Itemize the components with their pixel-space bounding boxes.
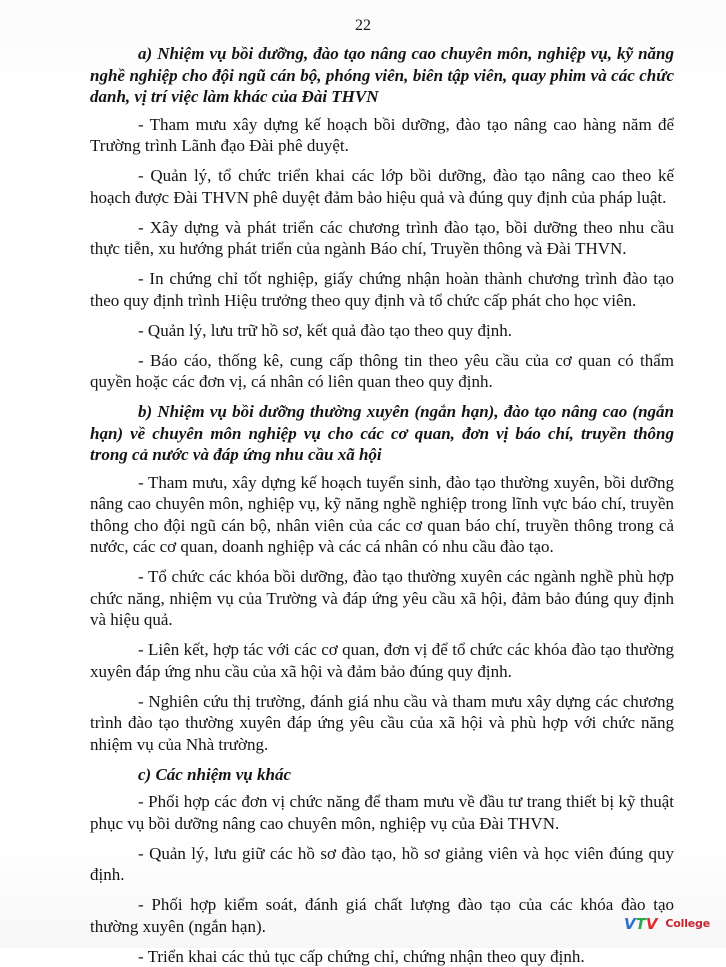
paragraph: - Liên kết, hợp tác với các cơ quan, đơn vị để tổ chức các khóa đào tạo thường xuyên đáp ứng nhu cầu của xã hội và đảm bảo đúng quy định. [90, 639, 674, 682]
section-heading: c) Các nhiệm vụ khác [90, 764, 674, 786]
paragraph: - Phối hợp các đơn vị chức năng để tham mưu về đầu tư trang thiết bị kỹ thuật phục vụ bồi dưỡng nâng cao chuyên môn, nghiệp vụ của Đài THVN. [90, 791, 674, 834]
paragraph: - Tham mưu, xây dựng kế hoạch tuyển sinh, đào tạo thường xuyên, bồi dưỡng nâng cao chuyên môn, nghiệp vụ, kỹ năng nghề nghiệp trong lĩnh vực báo chí, truyền thông cho đội ngũ cán bộ, nhân viên của các cơ quan báo chí, truyền thông trong cả nước, các cơ quan, doanh nghiệp và các cá nhân có nhu cầu đào tạo. [90, 472, 674, 558]
section-a [90, 43, 674, 393]
section-heading: a) Nhiệm vụ bồi dưỡng, đào tạo nâng cao chuyên môn, nghiệp vụ, kỹ năng nghề nghiệp cho đội ngũ cán bộ, phóng viên, biên tập viên, quay phim và các chức danh, vị trí việc làm khác của Đài THVN [90, 43, 674, 108]
paragraph: - Báo cáo, thống kê, cung cấp thông tin theo yêu cầu của cơ quan có thẩm quyền hoặc các đơn vị, cá nhân có liên quan theo quy định. [90, 350, 674, 393]
paragraph: - Phối hợp kiểm soát, đánh giá chất lượng đào tạo của các khóa đào tạo thường xuyên (ngắn hạn). [90, 894, 674, 937]
paragraph: - Quản lý, lưu giữ các hồ sơ đào tạo, hồ sơ giảng viên và học viên đúng quy định. [90, 843, 674, 886]
section-b [90, 401, 674, 755]
paragraph: - Xây dựng và phát triển các chương trình đào tạo, bồi dưỡng theo nhu cầu thực tiễn, xu hướng phát triển của ngành Báo chí, Truyền thông và Đài THVN. [90, 217, 674, 260]
paragraph: - Quản lý, lưu trữ hồ sơ, kết quả đào tạo theo quy định. [90, 320, 674, 342]
paragraph: - Tổ chức các khóa bồi dưỡng, đào tạo thường xuyên các ngành nghề phù hợp chức năng, nhiệm vụ của Trường và đáp ứng yêu cầu xã hội, đảm bảo đúng quy định và hiệu quả. [90, 566, 674, 631]
vtv-logo-icon [624, 913, 664, 933]
logo-text: College [665, 917, 710, 930]
paragraph: - Tham mưu xây dựng kế hoạch bồi dưỡng, đào tạo nâng cao hàng năm để Trường trình Lãnh đạo Đài phê duyệt. [90, 114, 674, 157]
paragraph: - In chứng chỉ tốt nghiệp, giấy chứng nhận hoàn thành chương trình đào tạo theo quy định trình Hiệu trưởng theo quy định và tổ chức cấp phát cho học viên. [90, 268, 674, 311]
paragraph: - Quản lý, tổ chức triển khai các lớp bồi dưỡng, đào tạo nâng cao theo kế hoạch được Đài THVN phê duyệt đảm bảo hiệu quả và đúng quy định của pháp luật. [90, 165, 674, 208]
paragraph: - Nghiên cứu thị trường, đánh giá nhu cầu và tham mưu xây dựng các chương trình đào tạo thường xuyên đáp ứng yêu cầu của xã hội và phù hợp với chức năng nhiệm vụ của Nhà trường. [90, 691, 674, 756]
document-body [90, 43, 674, 967]
svg-text:VTV: VTV [624, 915, 659, 933]
page-number: 22 [0, 16, 726, 36]
vtv-college-logo [624, 912, 710, 934]
section-heading: b) Nhiệm vụ bồi dưỡng thường xuyên (ngắn hạn), đào tạo nâng cao (ngắn hạn) về chuyên môn nghiệp vụ cho các cơ quan, đơn vị báo chí, truyền thông trong cả nước và đáp ứng nhu cầu xã hội [90, 401, 674, 466]
section-c [90, 764, 674, 967]
paragraph: - Triển khai các thủ tục cấp chứng chỉ, chứng nhận theo quy định. [90, 946, 674, 967]
